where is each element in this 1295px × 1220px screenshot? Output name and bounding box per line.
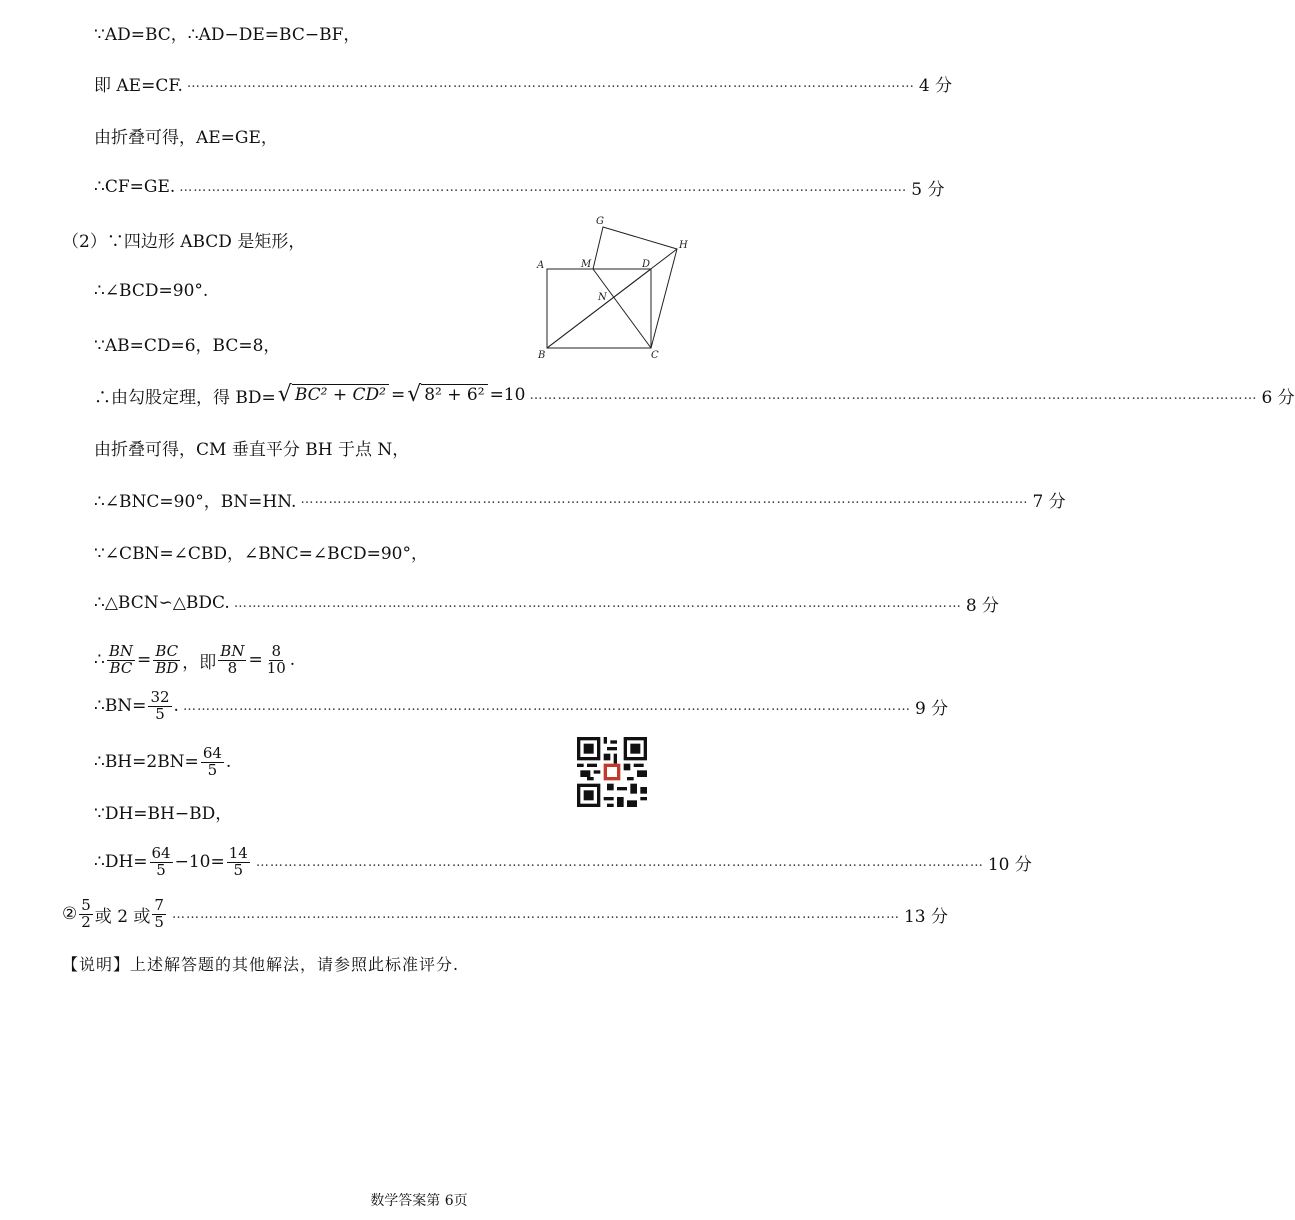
dot-leader: …………………………………………………………………………………………………………………………………………: [233, 595, 962, 611]
line-16: ∵DH=BH−BD，: [94, 803, 233, 824]
sqrt-expression: √ BC² + CD²: [278, 384, 389, 406]
score: 7 分: [1032, 491, 1066, 512]
fraction: $\frac{64}{5}$: [202, 743, 222, 779]
fraction: $\frac{5}{2}$: [81, 895, 91, 931]
line-17: ∴DH= $\frac{64}{5}$ −10= $\frac{14}{5}$ ………………………………………………………………………………………………………………………………………… 10 分: [94, 843, 1032, 879]
fraction: $\frac{BC}{BD}$: [155, 641, 179, 677]
label-g: G: [596, 216, 604, 227]
score: 6 分: [1261, 387, 1295, 408]
fraction: $\frac{14}{5}$: [228, 843, 248, 879]
dot-leader: …………………………………………………………………………………………………………………………………………: [529, 387, 1258, 403]
fraction: $\frac{7}{5}$: [154, 895, 164, 931]
explanation-note: 【说明】上述解答题的其他解法，请参照此标准评分.: [62, 955, 460, 974]
qr-code-icon: [576, 737, 648, 807]
fraction: $\frac{BN}{8}$: [220, 641, 245, 677]
line-13: ∴ $\frac{BN}{BC}$ = $\frac{BC}{BD}$ ，即 $\frac{BN}{8}$ = $\frac{8}{10}$ .: [94, 641, 296, 677]
folded-edge: [593, 227, 677, 348]
fraction: $\frac{BN}{BC}$: [108, 641, 133, 677]
label-b: B: [538, 350, 546, 361]
dot-leader: …………………………………………………………………………………………………………………………………………: [255, 854, 984, 870]
sqrt-expression: √ 8² + 6²: [407, 384, 487, 406]
line-9: 由折叠可得，CM 垂直平分 BH 于点 N，: [94, 439, 410, 460]
geometry-diagram: [530, 212, 700, 362]
line-18: ② $\frac{5}{2}$ 或 2 或 $\frac{7}{5}$ ………………………………………………………………………………………………………………………………………… 13 分: [62, 895, 949, 931]
dot-leader: …………………………………………………………………………………………………………………………………………: [182, 698, 911, 714]
score: 4 分: [918, 75, 953, 96]
score: 5 分: [911, 179, 945, 200]
score: 9 分: [914, 698, 949, 719]
line-14: ∴BN= $\frac{32}{5}$ . ………………………………………………………………………………………………………………………………………… 9 分: [94, 687, 949, 723]
dot-leader: …………………………………………………………………………………………………………………………………………: [171, 906, 900, 922]
fold-line-cm: [593, 269, 651, 348]
dot-leader: …………………………………………………………………………………………………………………………………………: [179, 179, 908, 195]
dot-leader: …………………………………………………………………………………………………………………………………………: [186, 75, 915, 91]
line-11: ∵∠CBN=∠CBD，∠BNC=∠BCD=90°，: [94, 543, 428, 564]
score: 8 分: [965, 595, 1000, 616]
label-a: A: [537, 260, 545, 271]
label-c: C: [651, 350, 659, 361]
line-10: ∴∠BNC=90°，BN=HN. ………………………………………………………………………………………………………………………………………… 7 分: [94, 484, 740, 514]
segment-bh: [547, 249, 677, 348]
label-m: M: [581, 259, 592, 270]
fraction: $\frac{64}{5}$: [151, 843, 171, 879]
line-6: ∴∠BCD=90°.: [94, 281, 209, 301]
line-5: （2）∵四边形 ABCD 是矩形，: [62, 231, 306, 252]
fraction: $\frac{8}{10}$: [266, 641, 286, 677]
score: 10 分: [987, 854, 1032, 875]
label-h: H: [679, 240, 688, 251]
line-12: ∴△BCN∽△BDC. ………………………………………………………………………………………………………………………………………… 8 分: [94, 588, 740, 618]
line-15: ∴BH=2BN= $\frac{64}{5}$ .: [94, 743, 232, 779]
line-7: ∵AB=CD=6，BC=8，: [94, 335, 281, 356]
line-3: 由折叠可得，AE=GE，: [94, 127, 278, 148]
line-4: ∴CF=GE. ………………………………………………………………………………………………………………………………………… 5 分: [94, 172, 740, 202]
score: 13 分: [903, 906, 949, 927]
line-2: 即 AE=CF. ………………………………………………………………………………………………………………………………………… 4 分: [94, 68, 740, 98]
label-d: D: [642, 259, 651, 270]
line-1: ∵AD=BC，∴AD−DE=BC−BF，: [94, 24, 361, 45]
line-8: ∴由勾股定理，得 BD= √ BC² + CD² = √ 8² + 6² =10 ………………………………………………………………………………………………………………………………………… 6 分: [94, 382, 1295, 408]
fraction: $\frac{32}{5}$: [150, 687, 170, 723]
label-n: N: [598, 292, 607, 303]
dot-leader: …………………………………………………………………………………………………………………………………………: [300, 491, 1029, 507]
page-footer: 数学答案第 6页: [370, 1193, 468, 1209]
